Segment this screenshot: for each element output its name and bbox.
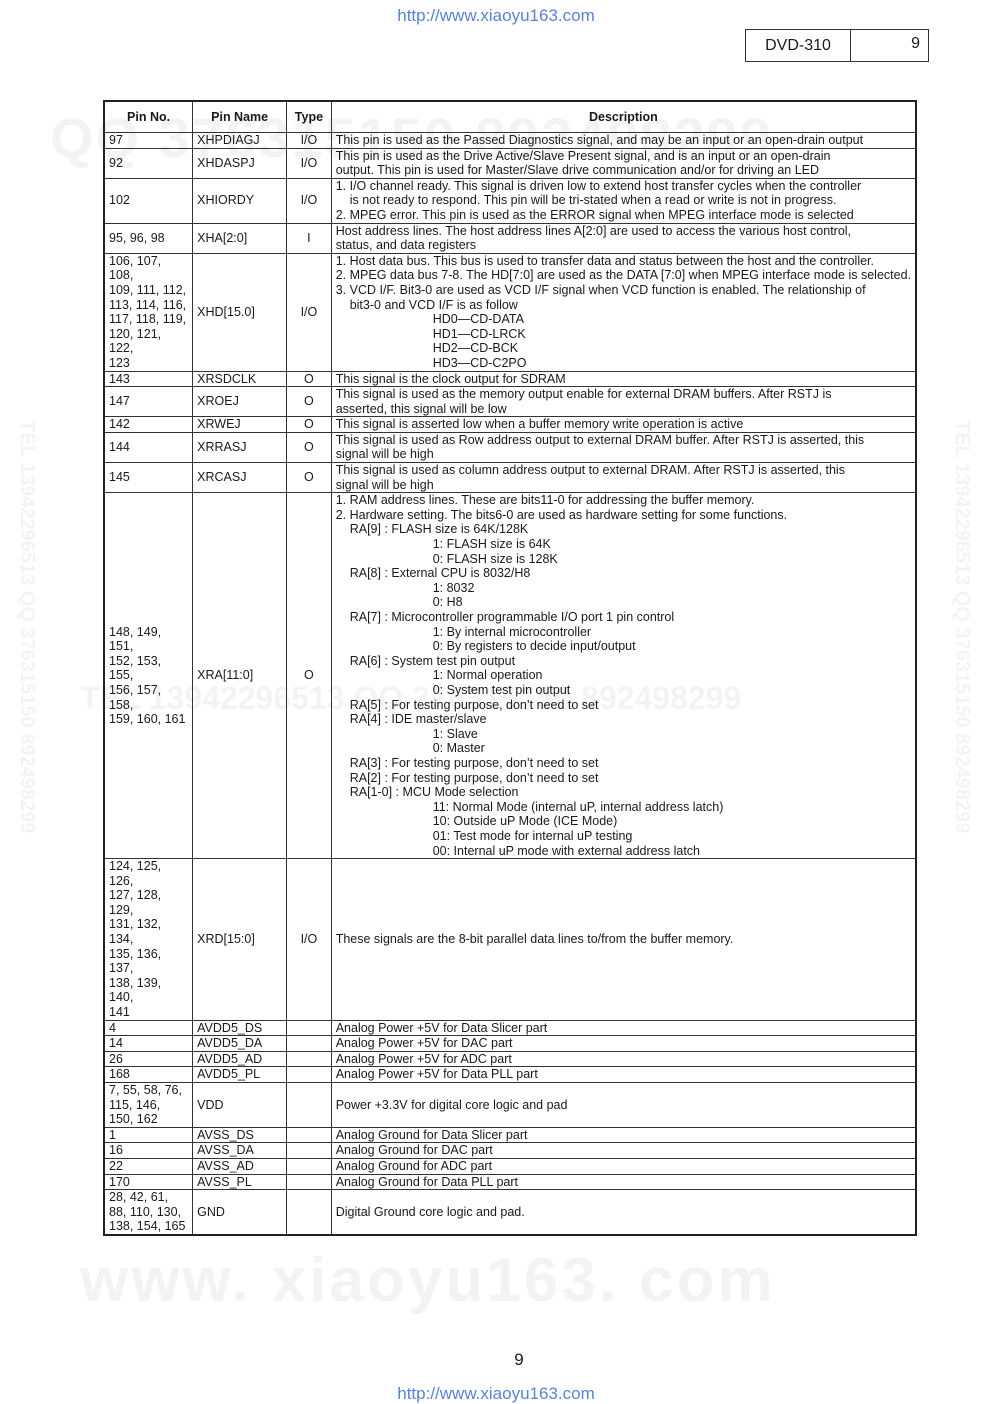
table-row xyxy=(104,432,916,462)
pin-number-line: 92 xyxy=(109,155,123,170)
header-box xyxy=(745,29,929,62)
description-line: Analog Ground for Data PLL part xyxy=(335,1174,518,1189)
pin-number-cell xyxy=(104,1083,193,1128)
description-line: status, and data registers xyxy=(335,238,477,253)
table-row xyxy=(104,1067,916,1083)
pin-type-cell: I/O xyxy=(287,133,332,149)
description-line: 1. Host data bus. This bus is used to transfer data and status between the host and the controller. xyxy=(335,253,874,268)
description-line: Analog Ground for ADC part xyxy=(335,1158,493,1173)
table-row xyxy=(104,1020,916,1036)
description-line: Host address lines. The host address lines A[2:0] are used to access the various host control, xyxy=(335,223,852,238)
pin-description-cell xyxy=(331,493,916,859)
pin-name-cell: AVDD5_AD xyxy=(193,1051,287,1067)
pin-name-cell: XRSDCLK xyxy=(193,371,287,387)
description-line: RA[7] : Microcontroller programmable I/O port 1 pin control xyxy=(349,610,675,624)
pin-name-cell: XHDASPJ xyxy=(193,148,287,178)
description-line: 1: FLASH size is 64K xyxy=(432,537,551,552)
description-line: This signal is asserted low when a buffer memory write operation is active xyxy=(335,417,744,432)
description-line: Analog Power +5V for ADC part xyxy=(335,1051,512,1066)
description-line: RA[6] : System test pin output xyxy=(349,653,516,668)
description-line: Analog Ground for Data Slicer part xyxy=(335,1127,528,1142)
description-line: This pin is used as the Drive Active/Slave Present signal, and is an input or an open-drain xyxy=(335,148,831,163)
pin-description-cell xyxy=(331,148,916,178)
description-line: 1: 8032 xyxy=(432,580,475,595)
pin-number-line: 109, 111, 112, xyxy=(109,282,187,297)
pin-name-cell: AVDD5_DA xyxy=(193,1036,287,1052)
description-line: 1. RAM address lines. These are bits11-0 for addressing the buffer memory. xyxy=(335,493,755,508)
description-line: Analog Power +5V for Data Slicer part xyxy=(335,1020,548,1035)
pin-number-cell xyxy=(104,1190,193,1235)
watermark-side-right xyxy=(950,420,973,833)
table-row xyxy=(104,859,916,1021)
pin-type-cell: I xyxy=(287,223,332,253)
pin-number-cell xyxy=(104,1174,193,1190)
pin-number-cell xyxy=(104,178,193,223)
pin-description-cell xyxy=(331,1143,916,1159)
pin-number-line: 150, 162 xyxy=(109,1112,158,1127)
pin-name-cell: XRWEJ xyxy=(193,417,287,433)
pin-type-cell: O xyxy=(287,463,332,493)
pin-number-line: 148, 149, 151, xyxy=(109,624,162,654)
pin-number-line: 120, 121, 122, xyxy=(109,326,162,356)
pin-number-cell xyxy=(104,148,193,178)
description-line: 0: Master xyxy=(432,741,485,756)
header-pin-name: Pin Name xyxy=(193,101,287,133)
pin-description-cell xyxy=(331,1190,916,1235)
table-row xyxy=(104,371,916,387)
description-line: signal will be high xyxy=(335,477,434,492)
description-line: 0: System test pin output xyxy=(432,682,571,697)
pin-number-line: 170 xyxy=(109,1174,130,1189)
description-line: This signal is used as the memory output enable for external DRAM buffers. After RSTJ is xyxy=(335,387,832,402)
description-line: RA[2] : For testing purpose, don’t need to set xyxy=(349,770,599,785)
header-type: Type xyxy=(287,101,332,133)
table-body xyxy=(104,133,916,1235)
table-row xyxy=(104,493,916,859)
pin-number-line: 4 xyxy=(109,1020,116,1035)
pin-type-cell xyxy=(287,1036,332,1052)
pin-number-line: 113, 114, 116, xyxy=(109,297,187,312)
description-line: HD0—CD-DATA xyxy=(432,312,524,327)
pin-description-cell xyxy=(331,1067,916,1083)
pin-type-cell: I/O xyxy=(287,148,332,178)
pin-number-line: 138, 139, 140, xyxy=(109,975,162,1005)
watermark-site xyxy=(80,1245,776,1316)
pin-description-cell xyxy=(331,859,916,1021)
pin-number-line: 28, 42, 61, xyxy=(109,1190,169,1205)
pin-description-cell xyxy=(331,1020,916,1036)
description-line: 3. VCD I/F. Bit3-0 are used as VCD I/F signal when VCD function is enabled. The relationship of xyxy=(335,282,866,297)
description-line: This signal is used as column address output to external DRAM. After RSTJ is asserted, this xyxy=(335,463,845,478)
pin-type-cell: I/O xyxy=(287,178,332,223)
table-row xyxy=(104,1143,916,1159)
pin-description-cell xyxy=(331,1083,916,1128)
pin-number-line: 97 xyxy=(109,133,123,147)
pin-name-cell: XHD[15.0] xyxy=(193,253,287,371)
pin-description-cell xyxy=(331,371,916,387)
pin-description-cell xyxy=(331,1051,916,1067)
table-row xyxy=(104,417,916,433)
pin-number-cell xyxy=(104,1036,193,1052)
pin-number-cell xyxy=(104,493,193,859)
description-line: RA[3] : For testing purpose, don’t need to set xyxy=(349,755,599,770)
pin-number-cell xyxy=(104,1127,193,1143)
header-description: Description xyxy=(331,101,916,133)
pin-number-line: 106, 107, 108, xyxy=(109,253,162,283)
pin-name-cell: AVDD5_PL xyxy=(193,1067,287,1083)
pin-number-cell xyxy=(104,1020,193,1036)
pin-name-cell: AVSS_PL xyxy=(193,1174,287,1190)
pin-description-cell xyxy=(331,1174,916,1190)
pin-name-cell: XRD[15:0] xyxy=(193,859,287,1021)
pin-number-line: 7, 55, 58, 76, xyxy=(109,1083,182,1097)
pin-number-line: 16 xyxy=(109,1143,123,1158)
pin-type-cell: I/O xyxy=(287,253,332,371)
bottom-url: http://www.xiaoyu163.com xyxy=(397,1384,595,1403)
pin-number-cell xyxy=(104,417,193,433)
pin-number-line: 115, 146, xyxy=(109,1097,161,1112)
pin-name-cell: AVDD5_DS xyxy=(193,1020,287,1036)
description-line: 11: Normal Mode (internal uP, internal address latch) xyxy=(432,799,724,814)
pin-type-cell xyxy=(287,1143,332,1159)
table-row xyxy=(104,148,916,178)
description-line: RA[8] : External CPU is 8032/H8 xyxy=(349,566,531,581)
table-row xyxy=(104,1051,916,1067)
description-line: 2. MPEG error. This pin is used as the ERROR signal when MPEG interface mode is selected xyxy=(335,207,854,222)
description-line: 2. Hardware setting. The bits6-0 are used as hardware setting for some functions. xyxy=(335,507,788,522)
pin-name-cell: XHPDIAGJ xyxy=(193,133,287,149)
pin-name-cell: XHIORDY xyxy=(193,178,287,223)
table-row xyxy=(104,1083,916,1128)
table-row xyxy=(104,1190,916,1235)
table-row xyxy=(104,1158,916,1174)
pin-number-line: 156, 157, 158, xyxy=(109,682,162,712)
description-line: 0: FLASH size is 128K xyxy=(432,551,558,566)
pin-type-cell xyxy=(287,1174,332,1190)
table-row xyxy=(104,178,916,223)
pin-description-cell xyxy=(331,253,916,371)
table-row xyxy=(104,387,916,417)
pin-type-cell xyxy=(287,1083,332,1128)
pin-number-cell xyxy=(104,223,193,253)
pin-number-cell xyxy=(104,371,193,387)
pin-number-cell xyxy=(104,133,193,149)
description-line: HD2—CD-BCK xyxy=(432,341,519,356)
description-line: RA[1-0] : MCU Mode selection xyxy=(349,785,519,800)
pin-type-cell xyxy=(287,1067,332,1083)
pin-number-cell xyxy=(104,253,193,371)
pin-number-line: 135, 136, 137, xyxy=(109,946,162,976)
pin-description-cell xyxy=(331,1036,916,1052)
pin-number-line: 143 xyxy=(109,371,130,386)
table-row xyxy=(104,463,916,493)
pin-number-line: 131, 132, 134, xyxy=(109,917,162,947)
table-header-row xyxy=(104,101,916,133)
top-url: http://www.xiaoyu163.com xyxy=(397,6,595,25)
description-line: 0: H8 xyxy=(432,595,463,610)
pin-description-cell xyxy=(331,223,916,253)
pin-number-line: 102 xyxy=(109,193,130,208)
pin-number-line: 159, 160, 161 xyxy=(109,712,186,727)
description-line: bit3-0 and VCD I/F is as follow xyxy=(349,297,518,312)
table-row xyxy=(104,1127,916,1143)
description-line: These signals are the 8-bit parallel data lines to/from the buffer memory. xyxy=(335,932,734,947)
pin-number-line: 22 xyxy=(109,1158,123,1173)
description-line: asserted, this signal will be low xyxy=(335,401,507,416)
pin-number-line: 123 xyxy=(109,355,130,370)
pin-number-line: 127, 128, 129, xyxy=(109,888,162,917)
pin-name-cell: XRA[11:0] xyxy=(193,493,287,859)
pin-name-cell: AVSS_DA xyxy=(193,1143,287,1159)
watermark-side-left xyxy=(15,420,38,833)
description-line: 10: Outside uP Mode (ICE Mode) xyxy=(432,814,618,829)
pin-name-cell: XHA[2:0] xyxy=(193,223,287,253)
pin-number-line: 88, 110, 130, xyxy=(109,1204,182,1219)
pin-type-cell xyxy=(287,1158,332,1174)
description-line: output. This pin is used for Master/Slave drive communication and/or for driving an LED xyxy=(335,163,820,178)
pin-number-cell xyxy=(104,1067,193,1083)
description-line: Power +3.3V for digital core logic and pad xyxy=(335,1097,568,1112)
description-line: HD3—CD-C2PO xyxy=(432,355,527,370)
description-line: 1: Normal operation xyxy=(432,668,543,683)
pin-description-cell xyxy=(331,1158,916,1174)
description-line: is not ready to respond. This pin will be tri-stated when a read or write is not in progress. xyxy=(349,193,837,208)
pin-number-line: 95, 96, 98 xyxy=(109,230,165,245)
pin-number-cell xyxy=(104,387,193,417)
table-row xyxy=(104,223,916,253)
description-line: signal will be high xyxy=(335,447,434,462)
pin-name-cell: AVSS_AD xyxy=(193,1158,287,1174)
pin-name-cell: XROEJ xyxy=(193,387,287,417)
description-line: This signal is the clock output for SDRAM xyxy=(335,371,566,386)
description-line: RA[9] : FLASH size is 64K/128K xyxy=(349,522,529,537)
pin-number-line: 117, 118, 119, xyxy=(109,312,187,327)
description-line: Analog Ground for DAC part xyxy=(335,1143,493,1158)
header-pin-no: Pin No. xyxy=(104,101,193,133)
pin-type-cell: O xyxy=(287,493,332,859)
pin-name-cell: AVSS_DS xyxy=(193,1127,287,1143)
table-row xyxy=(104,1174,916,1190)
description-line: Analog Power +5V for Data PLL part xyxy=(335,1067,538,1082)
description-line: RA[5] : For testing purpose, don’t need to set xyxy=(349,697,599,712)
pin-number-line: 124, 125, 126, xyxy=(109,859,162,888)
pin-description-cell xyxy=(331,432,916,462)
table-row xyxy=(104,133,916,149)
description-line: 1: By internal microcontroller xyxy=(432,624,592,639)
pin-description-cell xyxy=(331,387,916,417)
pin-description-cell xyxy=(331,178,916,223)
pin-number-line: 141 xyxy=(109,1005,130,1020)
pin-description-cell xyxy=(331,417,916,433)
pin-number-cell xyxy=(104,1143,193,1159)
pin-description-cell xyxy=(331,1127,916,1143)
pin-description-cell xyxy=(331,463,916,493)
pin-name-cell: GND xyxy=(193,1190,287,1235)
pin-number-line: 145 xyxy=(109,470,130,485)
pin-number-cell xyxy=(104,463,193,493)
description-line: 0: By registers to decide input/output xyxy=(432,639,636,654)
description-line: 01: Test mode for internal uP testing xyxy=(432,828,633,843)
pin-number-line: 142 xyxy=(109,417,130,432)
pin-number-line: 144 xyxy=(109,440,130,455)
pin-type-cell: O xyxy=(287,371,332,387)
pin-type-cell: O xyxy=(287,417,332,433)
pin-number-cell xyxy=(104,859,193,1021)
pin-type-cell: O xyxy=(287,387,332,417)
description-line: 1: Slave xyxy=(432,726,478,741)
description-line: HD1—CD-LRCK xyxy=(432,326,526,341)
pin-number-line: 147 xyxy=(109,394,130,409)
description-line: 00: Internal uP mode with external address latch xyxy=(432,843,700,858)
pin-type-cell: O xyxy=(287,432,332,462)
pin-type-cell xyxy=(287,1127,332,1143)
page-number: 9 xyxy=(514,1350,524,1369)
pin-name-cell: XRRASJ xyxy=(193,432,287,462)
description-line: RA[4] : IDE master/slave xyxy=(349,712,487,727)
header-page-number: 9 xyxy=(911,35,920,52)
table-row xyxy=(104,253,916,371)
pin-type-cell xyxy=(287,1051,332,1067)
pin-number-line: 1 xyxy=(109,1127,116,1142)
description-line: This pin is used as the Passed Diagnostics signal, and may be an input or an open-drain output xyxy=(335,133,864,147)
description-line: Analog Power +5V for DAC part xyxy=(335,1036,513,1051)
pin-type-cell xyxy=(287,1190,332,1235)
pin-number-cell xyxy=(104,1051,193,1067)
pin-type-cell: I/O xyxy=(287,859,332,1021)
pin-number-line: 26 xyxy=(109,1051,123,1066)
pin-number-cell xyxy=(104,432,193,462)
pin-description-cell xyxy=(331,133,916,149)
pin-number-line: 152, 153, 155, xyxy=(109,653,162,683)
pin-number-line: 138, 154, 165 xyxy=(109,1219,186,1234)
pin-type-cell xyxy=(287,1020,332,1036)
description-line: This signal is used as Row address output to external DRAM buffer. After RSTJ is asserted, this xyxy=(335,432,865,447)
description-line: 2. MPEG data bus 7-8. The HD[7:0] are used as the DATA [7:0] when MPEG interface mode is selected. xyxy=(335,268,911,283)
pin-description-table xyxy=(103,100,917,1236)
description-line: Digital Ground core logic and pad. xyxy=(335,1204,525,1219)
pin-number-cell xyxy=(104,1158,193,1174)
table-row xyxy=(104,1036,916,1052)
pin-name-cell: VDD xyxy=(193,1083,287,1128)
model-name: DVD-310 xyxy=(746,30,851,61)
description-line: 1. I/O channel ready. This signal is driven low to extend host transfer cycles when the controller xyxy=(335,178,862,193)
pin-number-line: 14 xyxy=(109,1036,123,1051)
pin-number-line: 168 xyxy=(109,1067,130,1082)
pin-name-cell: XRCASJ xyxy=(193,463,287,493)
